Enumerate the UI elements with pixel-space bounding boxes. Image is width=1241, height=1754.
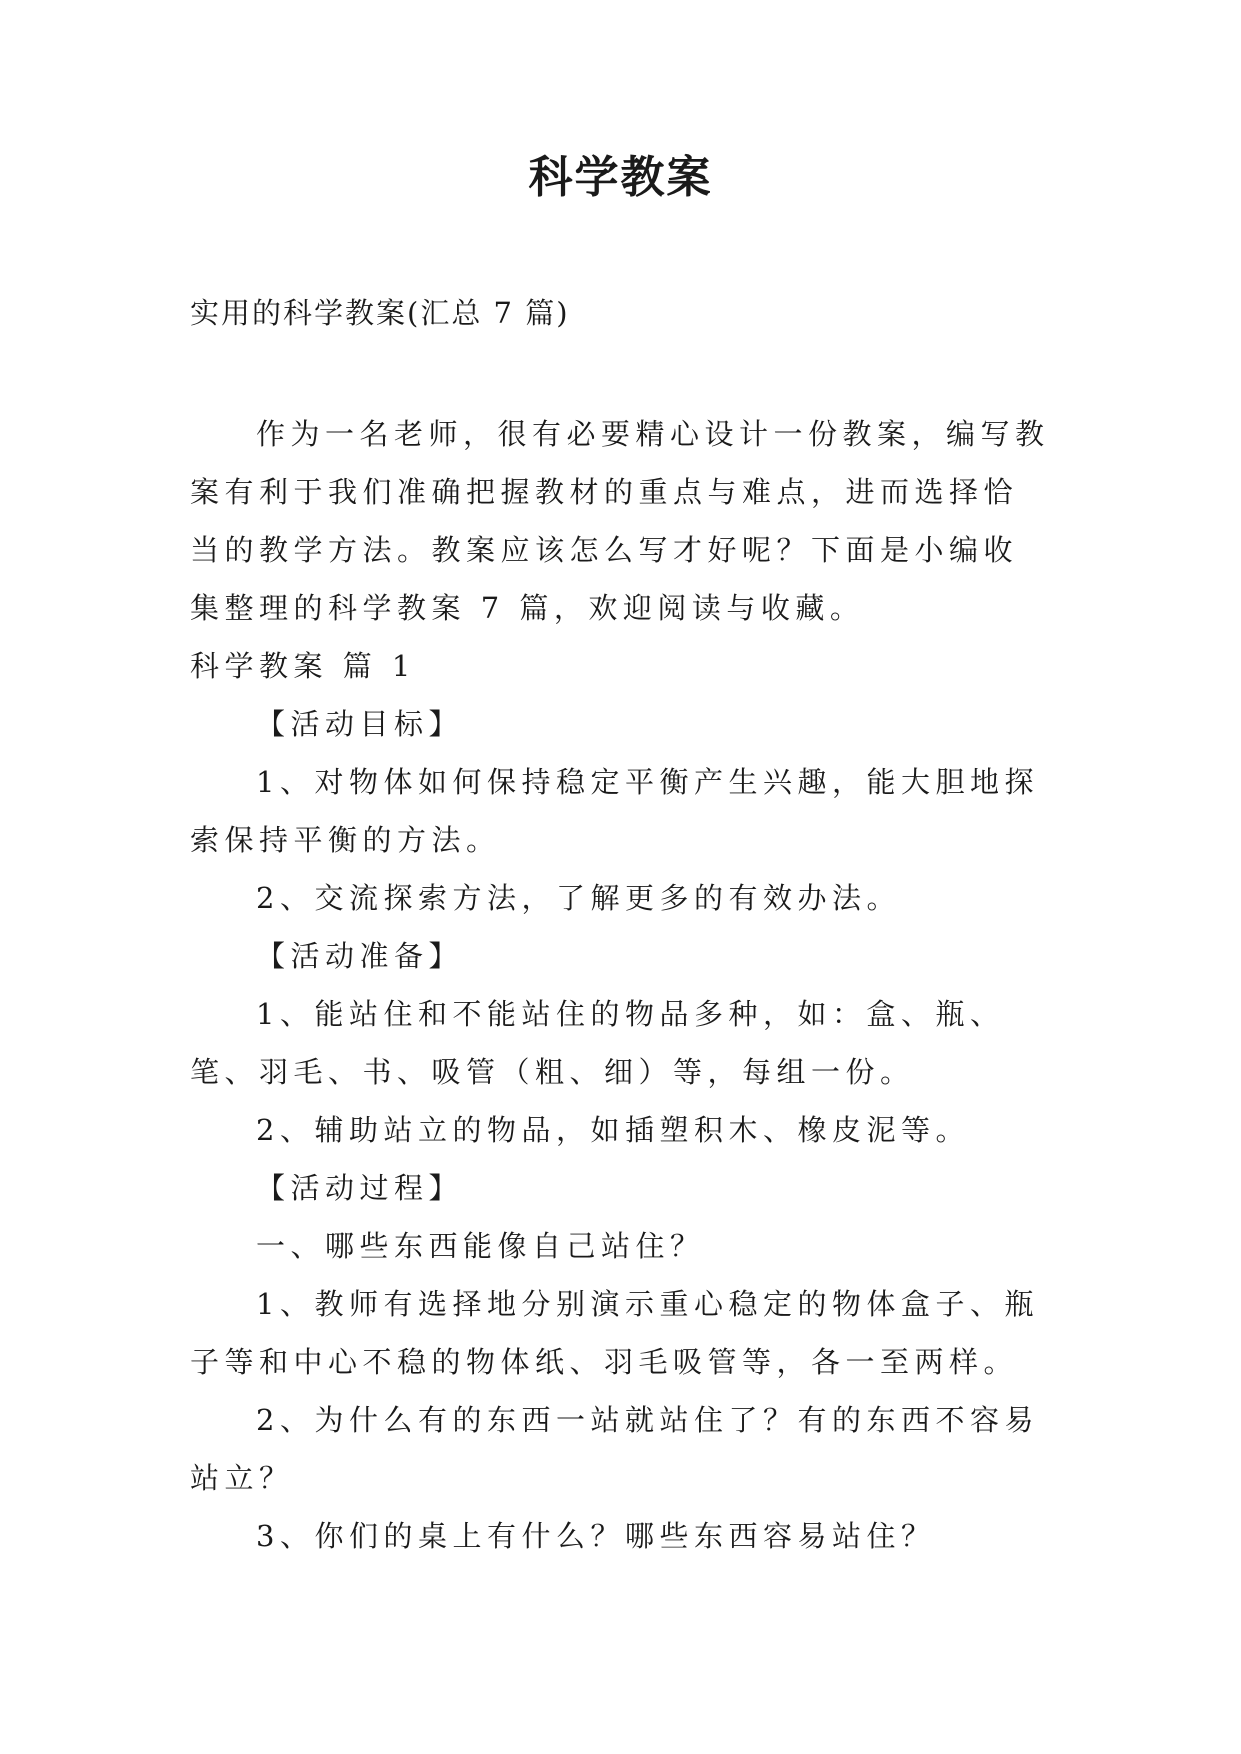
intro-paragraph: 作为一名老师，很有必要精心设计一份教案，编写教案有利于我们准确把握教材的重点与难点，进而选择恰当的教学方法。教案应该怎么写才好呢？下面是小编收集整理的科学教案 7 篇，欢迎阅读与收藏。: [190, 417, 1050, 625]
prep-item-1: 1、能站住和不能站住的物品多种，如：盒、瓶、笔、羽毛、书、吸管（粗、细）等，每组一份。: [190, 997, 1005, 1089]
process-item-2: 2、为什么有的东西一站就站住了？有的东西不容易站立？: [190, 1403, 1039, 1495]
process-item-3: 3、你们的桌上有什么？哪些东西容易站住？: [256, 1519, 936, 1553]
activity-process-heading: 【活动过程】: [256, 1171, 464, 1205]
section-heading: 科学教案 篇 1: [190, 649, 416, 683]
activity-prep-heading: 【活动准备】: [256, 939, 464, 973]
process-step-1: 一、哪些东西能像自己站住？: [256, 1229, 705, 1263]
goal-item-1: 1、对物体如何保持稳定平衡产生兴趣，能大胆地探索保持平衡的方法。: [190, 765, 1039, 857]
document-title: 科学教案: [528, 152, 713, 203]
document-body: [190, 405, 1050, 1565]
document-subtitle: 实用的科学教案(汇总 7 篇): [190, 296, 570, 330]
goal-item-2: 2、交流探索方法，了解更多的有效办法。: [256, 881, 901, 915]
process-item-1: 1、教师有选择地分别演示重心稳定的物体盒子、瓶子等和中心不稳的物体纸、羽毛吸管等，各一至两样。: [190, 1287, 1039, 1379]
prep-item-2: 2、辅助站立的物品，如插塑积木、橡皮泥等。: [256, 1113, 970, 1147]
activity-goal-heading: 【活动目标】: [256, 707, 464, 741]
